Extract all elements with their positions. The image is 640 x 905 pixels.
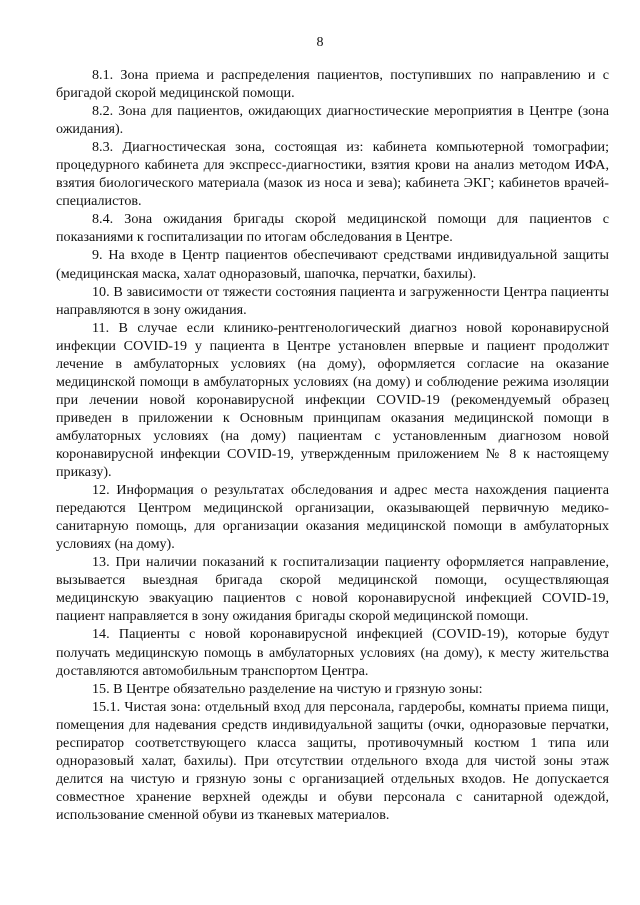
page-number: 8: [316, 35, 324, 50]
paragraph-8-3: 8.3. Диагностическая зона, состоящая из: кабинета компьютерной томографии; процедурного кабинета для экспресс-диагностики, взятия крови на анализ методом ИФА, взятия биологического материала (мазок из носа и зева); кабинета ЭКГ; кабинетов врачей-специалистов.: [56, 139, 609, 210]
paragraph-12: 12. Информация о результатах обследования и адрес места нахождения пациента передаются Центром медицинской организации, оказывающей первичную медико-санитарную помощь, для организации оказания медицинской помощи в амбулаторных условиях (на дому).: [56, 482, 609, 553]
paragraph-8-1: 8.1. Зона приема и распределения пациентов, поступивших по направлению и с бригадой скорой медицинской помощи.: [56, 67, 609, 102]
paragraph-14: 14. Пациенты с новой коронавирусной инфекцией (COVID-19), которые будут получать медицинскую помощь в амбулаторных условиях (на дому), к месту жительства доставляются автомобильным транспортом Центра.: [56, 626, 609, 679]
paragraph-9: 9. На входе в Центр пациентов обеспечивают средствами индивидуальной защиты (медицинская маска, халат одноразовый, шапочка, перчатки, бахилы).: [56, 247, 609, 282]
document-body: [56, 66, 609, 824]
paragraph-13: 13. При наличии показаний к госпитализации пациенту оформляется направление, вызывается выездная бригада скорой медицинской помощи, осуществляющая медицинскую эвакуацию пациентов с новой коронавирусной инфекцией COVID-19, пациент направляется в зону ожидания бригады скорой медицинской помощи.: [56, 554, 609, 625]
paragraph-8-2: 8.2. Зона для пациентов, ожидающих диагностические мероприятия в Центре (зона ожидания).: [56, 103, 609, 138]
paragraph-10: 10. В зависимости от тяжести состояния пациента и загруженности Центра пациенты направляются в зону ожидания.: [56, 283, 609, 318]
paragraph-15: 15. В Центре обязательно разделение на чистую и грязную зоны:: [92, 680, 483, 697]
paragraph-8-4: 8.4. Зона ожидания бригады скорой медицинской помощи для пациентов с показаниями к госпитализации по итогам обследования в Центре.: [56, 211, 609, 246]
paragraph-11: 11. В случае если клинико-рентгенологический диагноз новой коронавирусной инфекции COVID-19 у пациента в Центре установлен впервые и пациент продолжит лечение в амбулаторных условиях (на дому), оформляется согласие на оказание медицинской помощи в амбулаторных условиях (на дому) и соблюдение режима изоляции при лечении новой коронавирусной инфекции COVID-19 (рекомендуемый образец приведен в приложении к Основным принципам оказания медицинской помощи в амбулаторных условиях (на дому) пациентам с установленным диагнозом новой коронавирусной инфекции COVID-19, утвержденным приложением № 8 к настоящему приказу).: [56, 319, 609, 481]
paragraph-15-1: 15.1. Чистая зона: отдельный вход для персонала, гардеробы, комнаты приема пищи, помещения для надевания средств индивидуальной защиты (очки, одноразовые перчатки, респиратор соответствующего класса защиты, противочумный костюм 1 типа или одноразовый халат, бахилы). При отсутствии отдельного входа для чистой зоны этаж делится на чистую и грязную зоны с организацией отдельных входов. Не допускается совместное хранение верхней одежды и обуви персонала с санитарной одеждой, использование сменной обуви из тканевых материалов.: [56, 698, 609, 823]
